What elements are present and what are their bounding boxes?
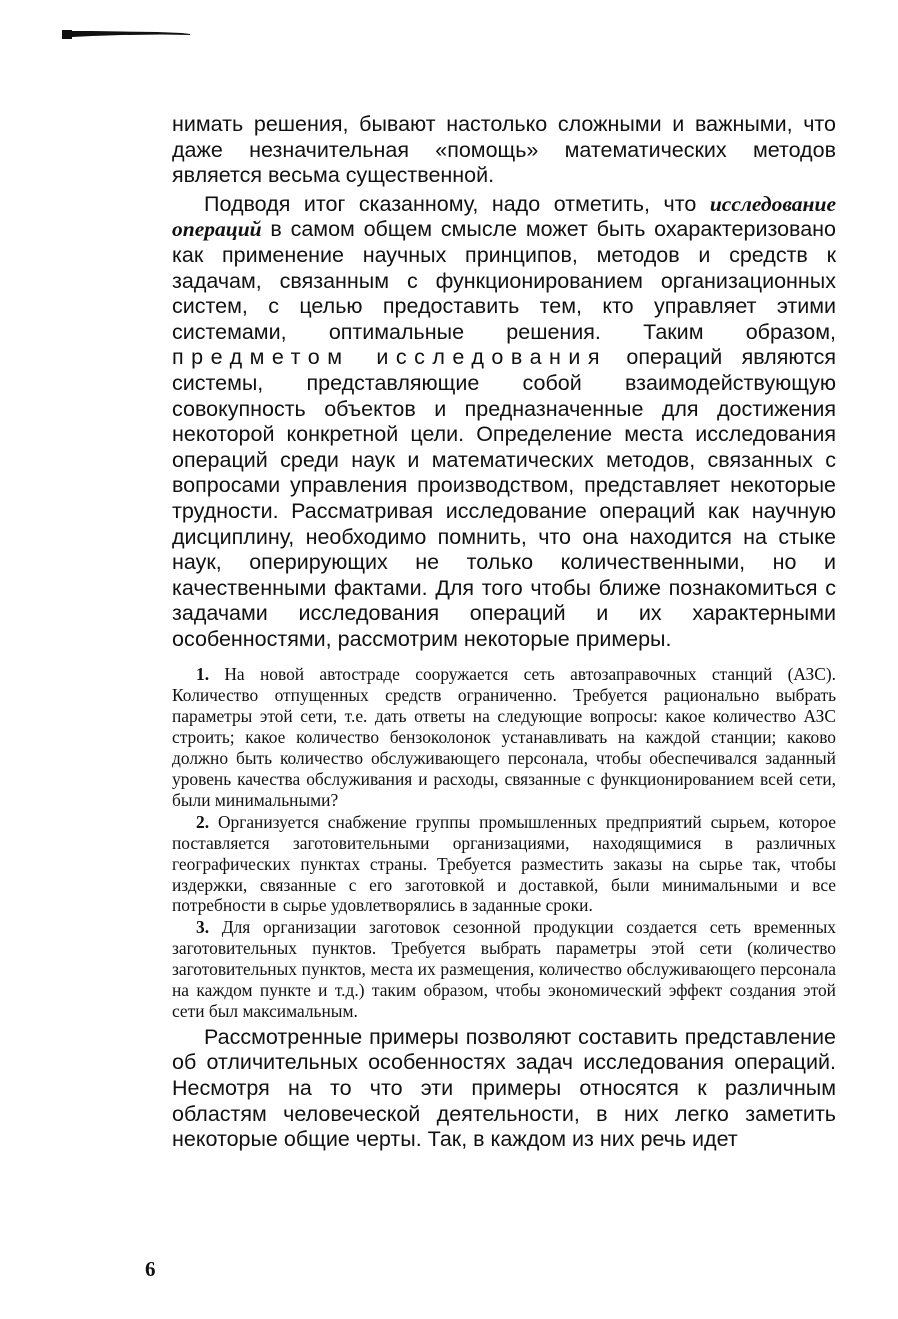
examples-list bbox=[172, 664, 836, 1021]
example-number: 3. bbox=[196, 917, 210, 938]
term-operations-research: исследование операций bbox=[172, 191, 836, 242]
example-number: 1. bbox=[196, 664, 210, 685]
definition-lead: Подводя итог сказанному, надо отметить, что bbox=[204, 191, 710, 216]
spaced-term-subject: предметом исследования bbox=[172, 345, 608, 370]
paragraph-definition bbox=[172, 192, 836, 653]
page-number: 6 bbox=[145, 1257, 156, 1281]
scan-artifact-mark bbox=[62, 28, 192, 40]
page-body bbox=[172, 112, 836, 1153]
example-text: На новой автостраде сооружается сеть автозаправочных станций (АЗС). Количество отпущенных средств ограниченно. Требуется рационально выбрать параметры этой сети, т.е. дать ответы на следующие вопросы: какое количество АЗС строить; какое количество бензоколонок устанавливать на каждой станции; каково должно быть количество обслуживающего персонала, чтобы обеспечивался заданный уровень качества обслуживания и расходы, связанные с функционированием всей сети, были минимальными? bbox=[172, 664, 836, 810]
definition-middle: в самом общем смысле может быть охарактеризовано как применение научных принципов, методов и средств к задачам, связанным с функционированием организационных систем, с целью предоставить тем, кто управляет этими системами, оптимальные решения. Таким образом, bbox=[172, 217, 836, 344]
paragraph-conclusion: Рассмотренные примеры позволяют составить представление об отличительных особенностях задач исследования операций. Несмотря на то что эти примеры относятся к различным областям человеческой деятельности, в них легко заметить некоторые общие черты. Так, в каждом из них речь идет bbox=[172, 1024, 836, 1152]
example-text: Для организации заготовок сезонной продукции создается сеть временных заготовительных пунктов. Требуется выбрать параметры этой сети (количество заготовительных пунктов, места их размещения, количество обслуживающего персонала на каждом пункте и т.д.) таким образом, чтобы экономический эффект создания этой сети был максимальным. bbox=[172, 917, 836, 1021]
example-item bbox=[172, 812, 836, 917]
example-number: 2. bbox=[196, 811, 210, 832]
example-text: Организуется снабжение группы промышленных предприятий сырьем, которое поставляется заготовительными организациями, находящимися в различных географических пунктах страны. Требуется разместить заказы на сырье так, чтобы издержки, связанные с его заготовкой и доставкой, были минимальными и все потребности в сырье удовлетворялись в заданные сроки. bbox=[172, 811, 836, 916]
example-item bbox=[172, 664, 836, 810]
example-item bbox=[172, 917, 836, 1022]
paragraph-intro: нимать решения, бывают настолько сложными и важными, что даже незначительная «помощь» математических методов является весьма существенной. bbox=[172, 112, 836, 188]
definition-tail: операций являются системы, представляющие собой взаимодействующую совокупность объектов и предназначенные для достижения некоторой конкретной цели. Определение места исследования операций среди наук и математических методов, связанных с вопросами управления производством, представляет некоторые трудности. Рассматривая исследование операций как научную дисциплину, необходимо помнить, что она находится на стыке наук, оперирующих не только количественными, но и качественными фактами. Для того чтобы ближе познакомиться с задачами исследования операций и их характерными особенностями, рассмотрим некоторые примеры. bbox=[172, 345, 836, 651]
